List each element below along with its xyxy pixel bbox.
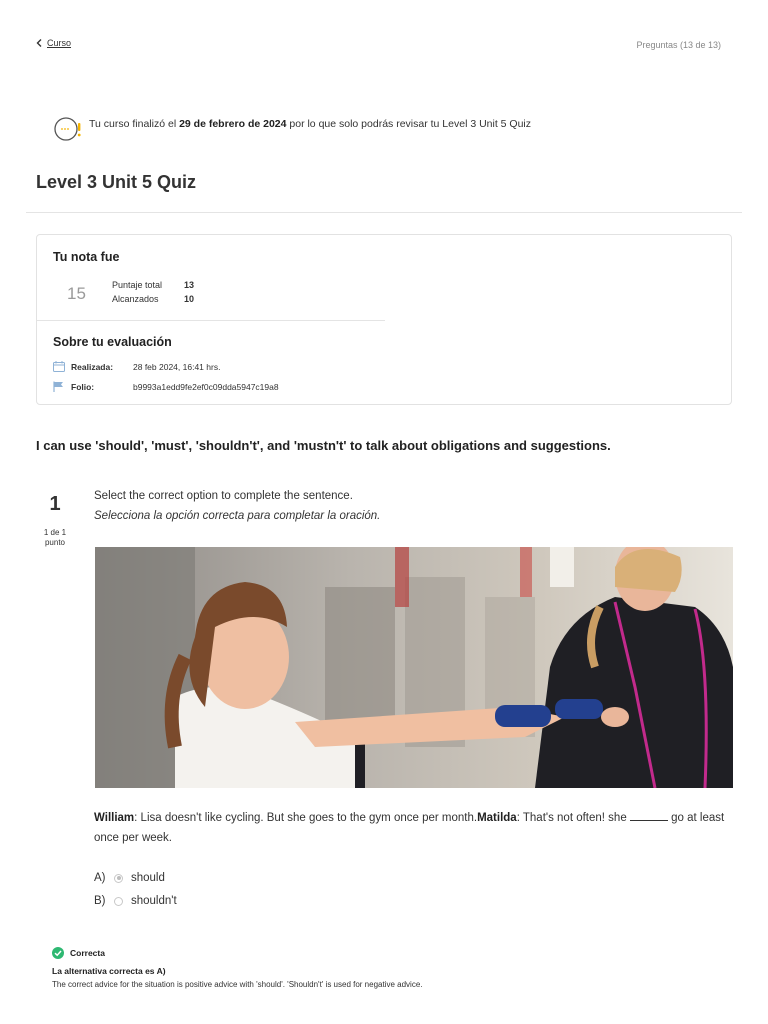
- course-ended-notice: [53, 116, 531, 142]
- title-divider: [26, 212, 742, 213]
- learning-objective: I can use 'should', 'must', 'shouldn't', and 'mustn't' to talk about obligations and suggestions.: [36, 438, 611, 453]
- total-score-row: Puntaje total 13: [112, 280, 195, 290]
- quiz-title: Level 3 Unit 5 Quiz: [36, 172, 197, 192]
- answer-blank: [630, 811, 668, 821]
- evaluation-heading: Sobre tu evaluación: [53, 335, 172, 349]
- feedback-explanation: The correct advice for the situation is positive advice with 'should'. 'Shouldn't' is used for negative advice.: [52, 980, 423, 989]
- question-counter: Preguntas (13 de 13): [636, 40, 721, 50]
- correct-answer: La alternativa correcta es A): [52, 966, 166, 976]
- option-a-radio[interactable]: [114, 874, 123, 883]
- grade-score: 15: [67, 284, 86, 303]
- question-points: 1 de 1 punto: [43, 528, 67, 547]
- question-instruction: Select the correct option to complete the sentence.: [94, 490, 353, 502]
- option-a[interactable]: A) should: [94, 872, 165, 884]
- evaluation-folio-row: Folio: b9993a1edd9fe2ef0c09dda5947c19a8: [53, 381, 279, 392]
- question-image: [95, 547, 733, 788]
- grade-card: [36, 234, 732, 405]
- option-b-label: shouldn't: [131, 895, 177, 907]
- notice-date: 29 de febrero de 2024: [179, 118, 287, 130]
- evaluation-date-row: Realizada: 28 feb 2024, 16:41 hrs.: [53, 361, 220, 372]
- card-separator: [37, 320, 385, 321]
- grade-heading: Tu nota fue: [53, 250, 120, 264]
- back-to-course-link[interactable]: [36, 38, 71, 48]
- feedback-status: Correcta: [52, 947, 105, 959]
- question-instruction-spanish: Selecciona la opción correcta para completar la oración.: [94, 510, 381, 522]
- chevron-left-icon: [36, 39, 42, 47]
- clock-warning-icon: [53, 116, 83, 142]
- speaker-matilda: Matilda: [477, 812, 517, 824]
- notice-text: Tu curso finalizó el 29 de febrero de 2024 por lo que solo podrás revisar tu Level 3 Unit 5 Quiz: [89, 118, 532, 130]
- option-a-label: should: [131, 872, 165, 884]
- question-text: William: Lisa doesn't like cycling. But she goes to the gym once per month.Matilda: That's not often! she go at least once per week.: [94, 812, 725, 844]
- back-link-label: Curso: [47, 38, 72, 48]
- flag-icon: [53, 381, 65, 392]
- option-b[interactable]: B) shouldn't: [94, 895, 177, 907]
- speaker-william: William: [94, 812, 135, 824]
- question-number: 1: [49, 493, 61, 515]
- achieved-score-row: Alcanzados 10: [112, 294, 195, 304]
- option-b-radio[interactable]: [114, 897, 123, 906]
- calendar-icon: [53, 361, 65, 372]
- check-circle-icon: [52, 947, 64, 959]
- top-bar: [36, 38, 721, 52]
